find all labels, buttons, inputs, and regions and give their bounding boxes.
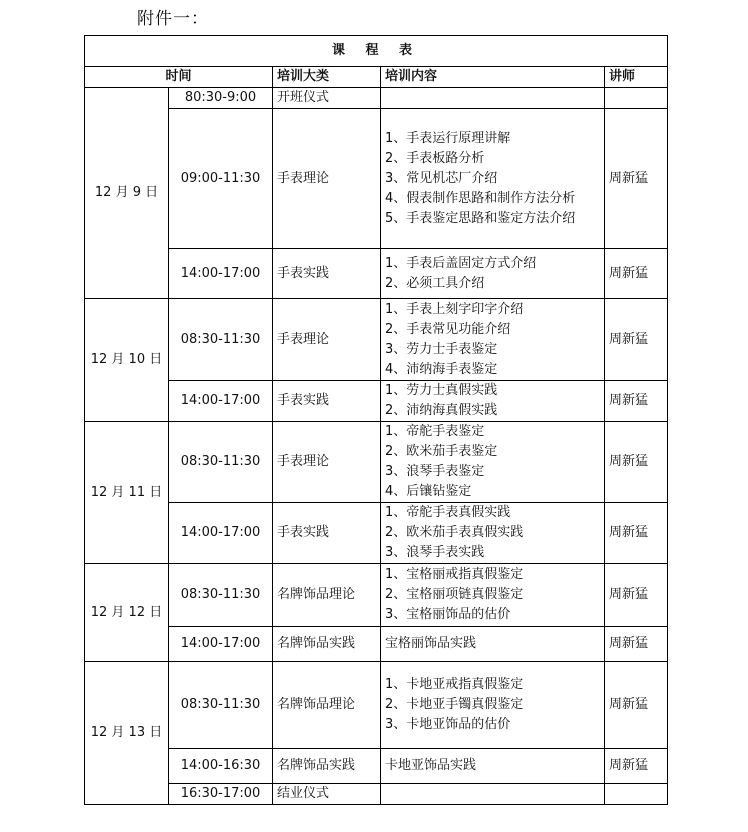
- content-cell: [381, 88, 605, 109]
- table-row: [85, 299, 668, 381]
- table-row: [85, 503, 668, 564]
- content-cell: [381, 564, 605, 627]
- teacher-cell: [605, 88, 668, 109]
- time-cell: 14:00-17:00: [169, 627, 273, 662]
- content-line: 2、手表常见功能介绍: [385, 321, 511, 337]
- category-cell: 名牌饰品实践: [273, 627, 381, 662]
- time-cell: 14:00-17:00: [169, 249, 273, 299]
- content-line: 1、劳力士真假实践: [385, 383, 498, 398]
- table-row: [85, 381, 668, 422]
- content-cell: [381, 381, 605, 422]
- time-cell: 09:00-11:30: [169, 109, 273, 249]
- table-row: [85, 627, 668, 662]
- content-line: 2、欧米茄手表鉴定: [385, 444, 498, 459]
- category-cell: 手表理论: [273, 299, 381, 381]
- teacher-cell: 周新猛: [605, 749, 668, 784]
- date-cell: 12 月 12 日: [85, 564, 169, 662]
- content-line: 1、卡地亚戒指真假鉴定: [385, 677, 524, 692]
- content-line: 1、帝舵手表鉴定: [385, 424, 485, 439]
- time-cell: 08:30-11:30: [169, 422, 273, 503]
- content-cell: [381, 299, 605, 381]
- time-cell: 08:30-11:30: [169, 662, 273, 749]
- table-row: [85, 564, 668, 627]
- content-line: 3、宝格丽饰品的估价: [385, 607, 511, 622]
- content-line: 3、浪琴手表实践: [385, 545, 485, 560]
- time-cell: 08:30-11:30: [169, 299, 273, 381]
- time-cell: 80:30-9:00: [169, 88, 273, 109]
- teacher-cell: 周新猛: [605, 422, 668, 503]
- table-title: 课 程 表: [85, 36, 668, 67]
- header-content: 培训内容: [381, 67, 605, 88]
- content-cell: [381, 784, 605, 805]
- header-teacher: 讲师: [605, 67, 668, 88]
- content-line: 2、手表板路分析: [385, 150, 485, 166]
- teacher-cell: 周新猛: [605, 627, 668, 662]
- teacher-cell: 周新猛: [605, 381, 668, 422]
- content-line: 3、卡地亚饰品的估价: [385, 717, 511, 732]
- content-line: 4、后镶钻鉴定: [385, 484, 472, 499]
- content-cell: [381, 627, 605, 662]
- date-cell: 12 月 13 日: [85, 662, 169, 805]
- table-row: [85, 88, 668, 109]
- teacher-cell: 周新猛: [605, 564, 668, 627]
- content-cell: [381, 249, 605, 299]
- content-line: 4、沛纳海手表鉴定: [385, 361, 498, 377]
- teacher-cell: [605, 784, 668, 805]
- table-row: [85, 784, 668, 805]
- category-cell: 手表理论: [273, 422, 381, 503]
- content-line: 卡地亚饰品实践: [385, 758, 477, 773]
- content-line: 2、宝格丽项链真假鉴定: [385, 587, 524, 602]
- table-row: [85, 749, 668, 784]
- teacher-cell: 周新猛: [605, 299, 668, 381]
- teacher-cell: 周新猛: [605, 503, 668, 564]
- content-line: 2、卡地亚手镯真假鉴定: [385, 697, 524, 712]
- content-line: 1、手表上刻字印字介绍: [385, 301, 524, 317]
- time-cell: 16:30-17:00: [169, 784, 273, 805]
- category-cell: 名牌饰品理论: [273, 564, 381, 627]
- time-cell: 08:30-11:30: [169, 564, 273, 627]
- content-line: 3、常见机芯厂介绍: [385, 170, 498, 186]
- time-cell: 14:00-17:00: [169, 381, 273, 422]
- content-cell: [381, 503, 605, 564]
- table-row: [85, 662, 668, 749]
- header-category: 培训大类: [273, 67, 381, 88]
- table-header-row: [85, 67, 668, 88]
- teacher-cell: 周新猛: [605, 662, 668, 749]
- category-cell: 结业仪式: [273, 784, 381, 805]
- date-cell: 12 月 10 日: [85, 299, 169, 422]
- content-line: 5、手表鉴定思路和鉴定方法介绍: [385, 210, 576, 226]
- teacher-cell: 周新猛: [605, 109, 668, 249]
- time-cell: 14:00-17:00: [169, 503, 273, 564]
- category-cell: 手表实践: [273, 249, 381, 299]
- content-cell: [381, 749, 605, 784]
- content-line: 3、浪琴手表鉴定: [385, 464, 485, 479]
- category-cell: 手表理论: [273, 109, 381, 249]
- category-cell: 名牌饰品理论: [273, 662, 381, 749]
- date-cell: 12 月 11 日: [85, 422, 169, 564]
- category-cell: 名牌饰品实践: [273, 749, 381, 784]
- content-line: 4、假表制作思路和制作方法分析: [385, 190, 576, 206]
- table-row: [85, 249, 668, 299]
- content-line: 1、手表运行原理讲解: [385, 130, 511, 146]
- teacher-cell: 周新猛: [605, 249, 668, 299]
- content-line: 1、帝舵手表真假实践: [385, 505, 511, 520]
- category-cell: 手表实践: [273, 503, 381, 564]
- content-line: 2、必须工具介绍: [385, 275, 485, 291]
- date-cell: 12 月 9 日: [85, 88, 169, 299]
- content-line: 2、沛纳海真假实践: [385, 403, 498, 418]
- content-line: 1、手表后盖固定方式介绍: [385, 255, 537, 271]
- header-time: 时间: [85, 67, 273, 88]
- attachment-label: 附件一：: [137, 9, 209, 29]
- table-row: [85, 422, 668, 503]
- table-row: [85, 109, 668, 249]
- category-cell: 开班仪式: [273, 88, 381, 109]
- content-line: 1、宝格丽戒指真假鉴定: [385, 567, 524, 582]
- content-line: 2、欧米茄手表真假实践: [385, 525, 524, 540]
- content-line: 3、劳力士手表鉴定: [385, 341, 498, 357]
- content-cell: [381, 662, 605, 749]
- content-line: 宝格丽饰品实践: [385, 636, 477, 651]
- time-cell: 14:00-16:30: [169, 749, 273, 784]
- content-cell: [381, 422, 605, 503]
- course-schedule-table: [84, 35, 668, 805]
- category-cell: 手表实践: [273, 381, 381, 422]
- content-cell: [381, 109, 605, 249]
